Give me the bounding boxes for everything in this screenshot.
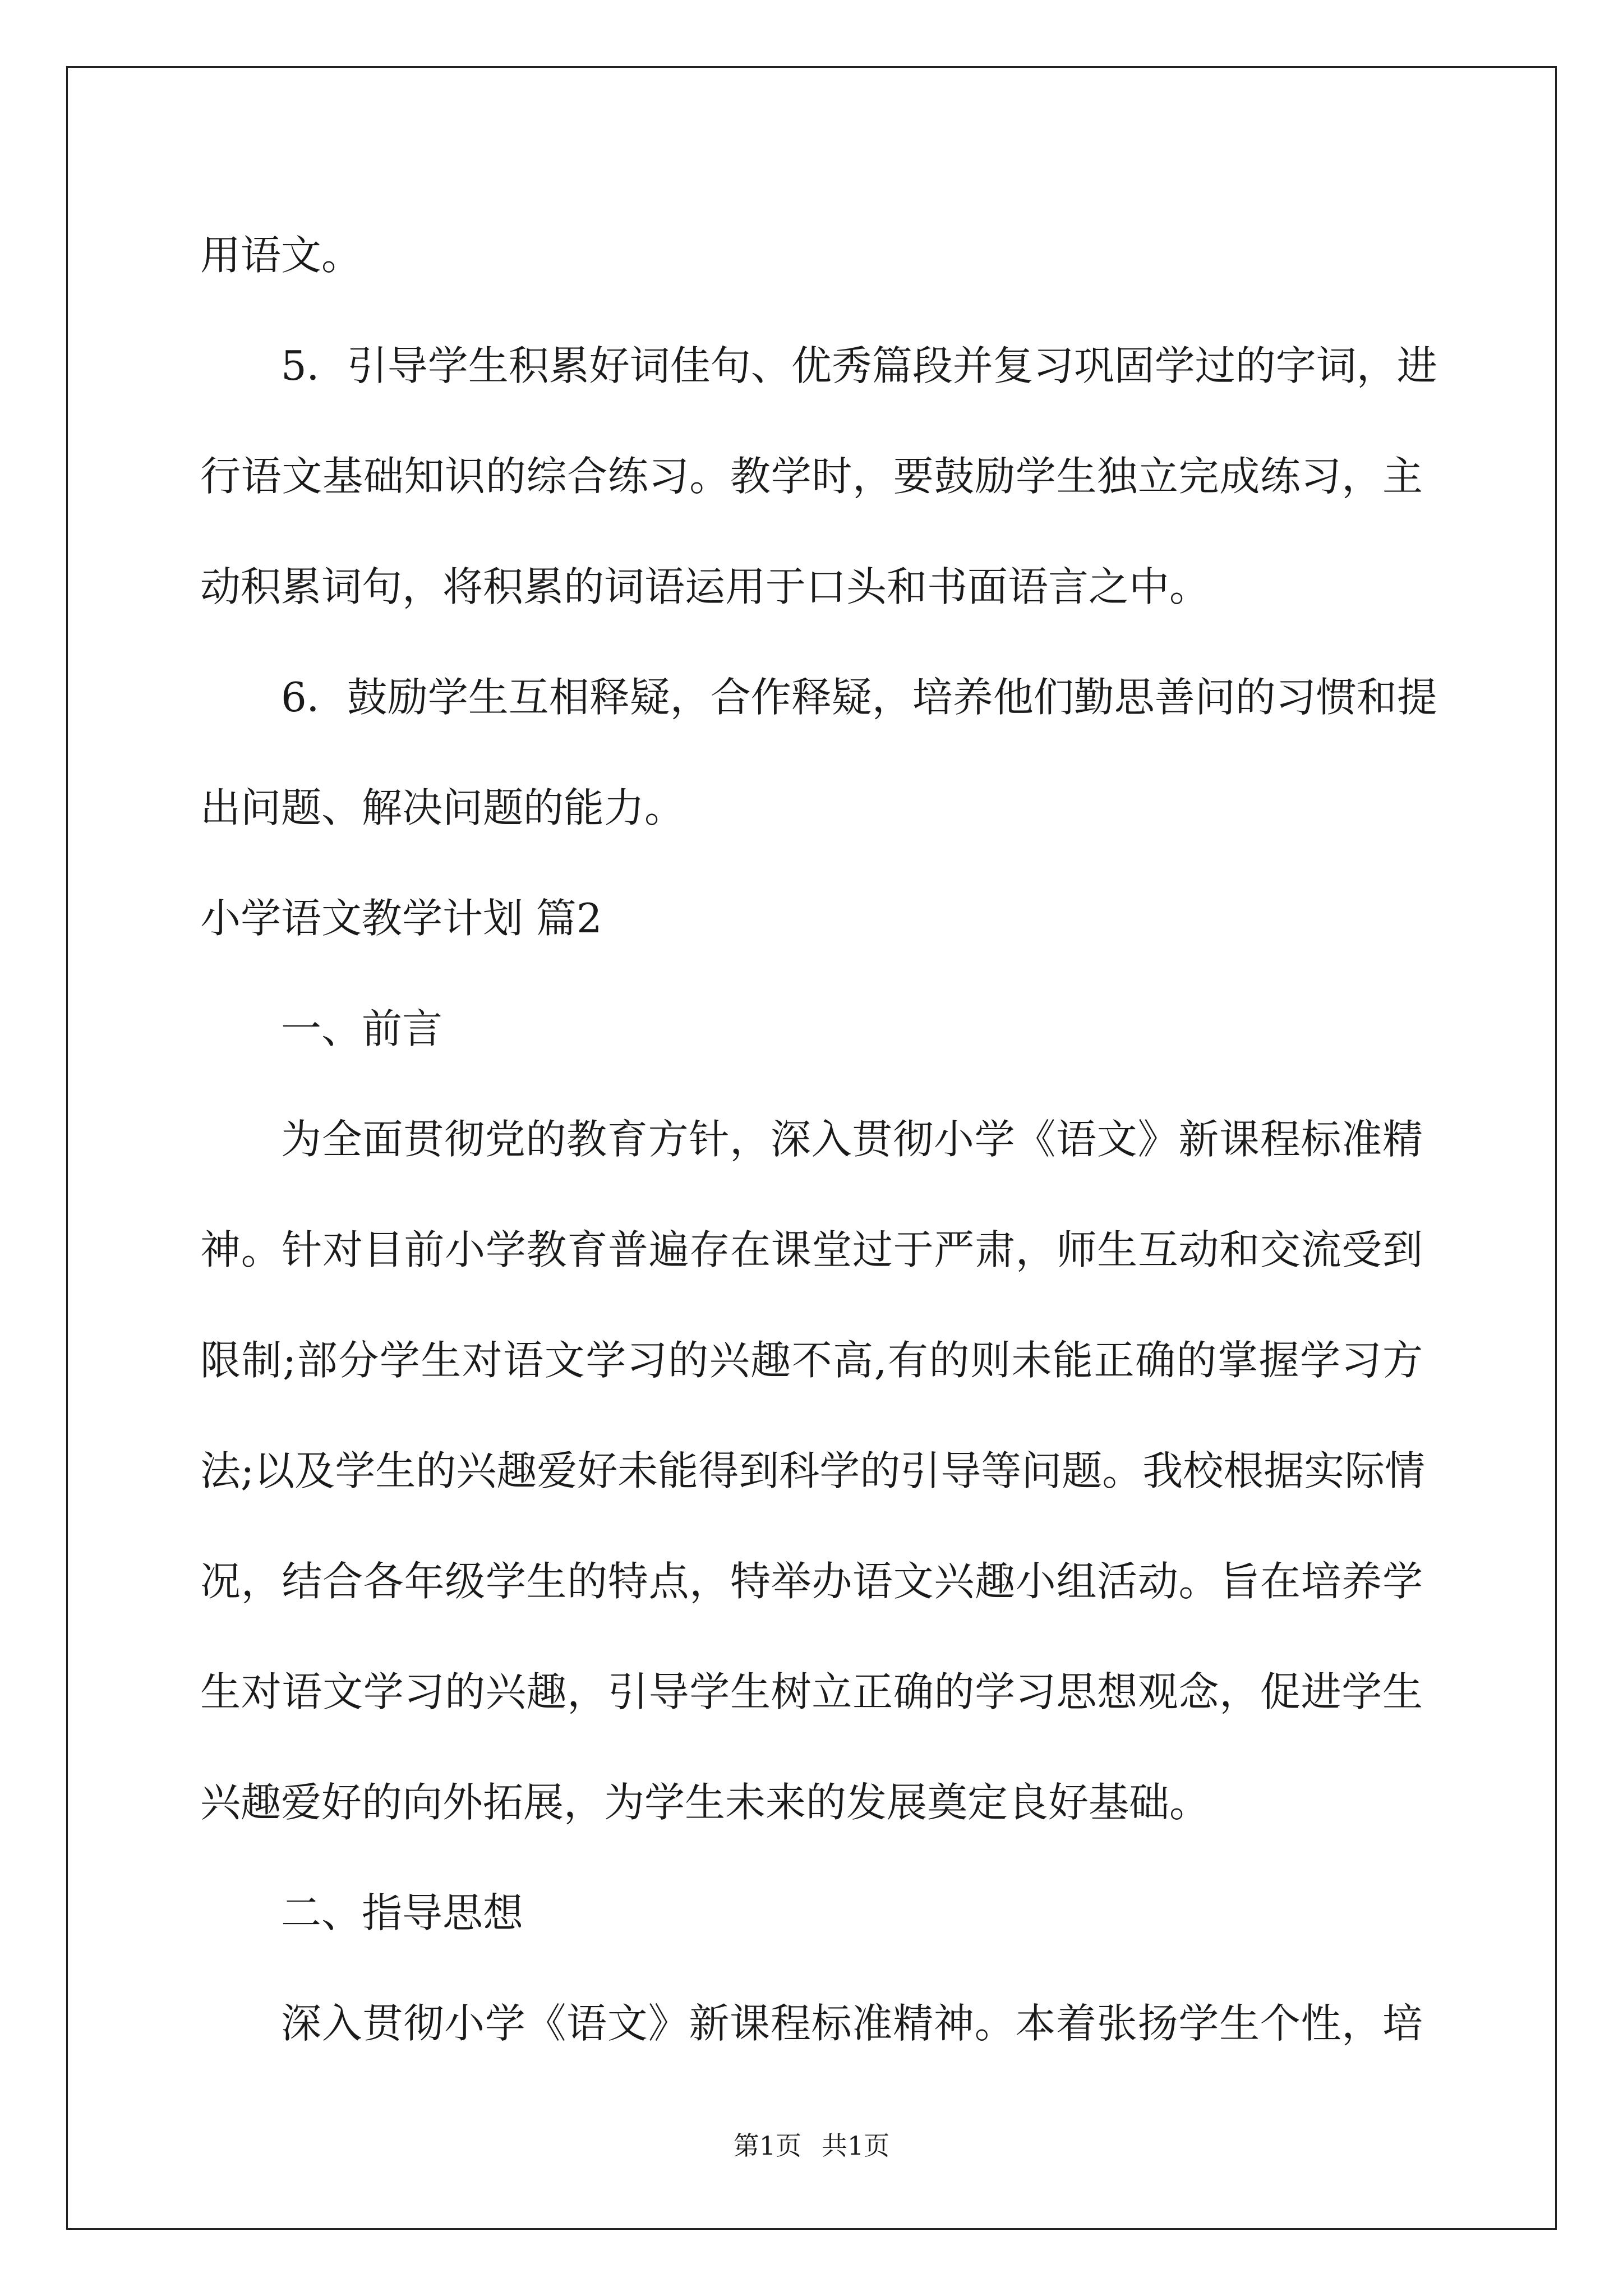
text-line: 兴趣爱好的向外拓展，为学生未来的发展奠定良好基础。 — [200, 1779, 1210, 1826]
text-line: 用语文。 — [200, 232, 362, 279]
page-footer — [0, 2129, 1623, 2162]
section-heading: 二、指导思想 — [281, 1889, 524, 1936]
text-line: 神。针对目前小学教育普遍存在课堂过于严肃，师生互动和交流受到 — [200, 1226, 1423, 1273]
text-line: 动积累词句，将积累的词语运用于口头和书面语言之中。 — [200, 563, 1210, 610]
text-line: 限制;部分学生对语文学习的兴趣不高,有的则未能正确的掌握学习方 — [200, 1337, 1423, 1384]
text-line: 况，结合各年级学生的特点，特举办语文兴趣小组活动。旨在培养学 — [200, 1558, 1423, 1605]
text-line: 行语文基础知识的综合练习。教学时，要鼓励学生独立完成练习，主 — [200, 453, 1423, 500]
page-number: 第1页 — [733, 2131, 801, 2161]
text-line: 5．引导学生积累好词佳句、优秀篇段并复习巩固学过的字词，进 — [281, 342, 1437, 389]
text-line: 生对语文学习的兴趣，引导学生树立正确的学习思想观念，促进学生 — [200, 1668, 1423, 1715]
section-title: 小学语文教学计划 篇2 — [200, 895, 602, 942]
text-line: 6．鼓励学生互相释疑，合作释疑，培养他们勤思善问的习惯和提 — [281, 674, 1437, 721]
section-heading: 一、前言 — [281, 1005, 443, 1052]
text-line: 深入贯彻小学《语文》新课程标准精神。本着张扬学生个性，培 — [281, 2000, 1423, 2047]
document-body — [200, 200, 1437, 2079]
page-count: 共1页 — [822, 2131, 890, 2161]
text-line: 出问题、解决问题的能力。 — [200, 784, 685, 831]
text-line: 为全面贯彻党的教育方针，深入贯彻小学《语文》新课程标准精 — [281, 1116, 1423, 1163]
text-line: 法;以及学生的兴趣爱好未能得到科学的引导等问题。我校根据实际情 — [200, 1447, 1426, 1494]
